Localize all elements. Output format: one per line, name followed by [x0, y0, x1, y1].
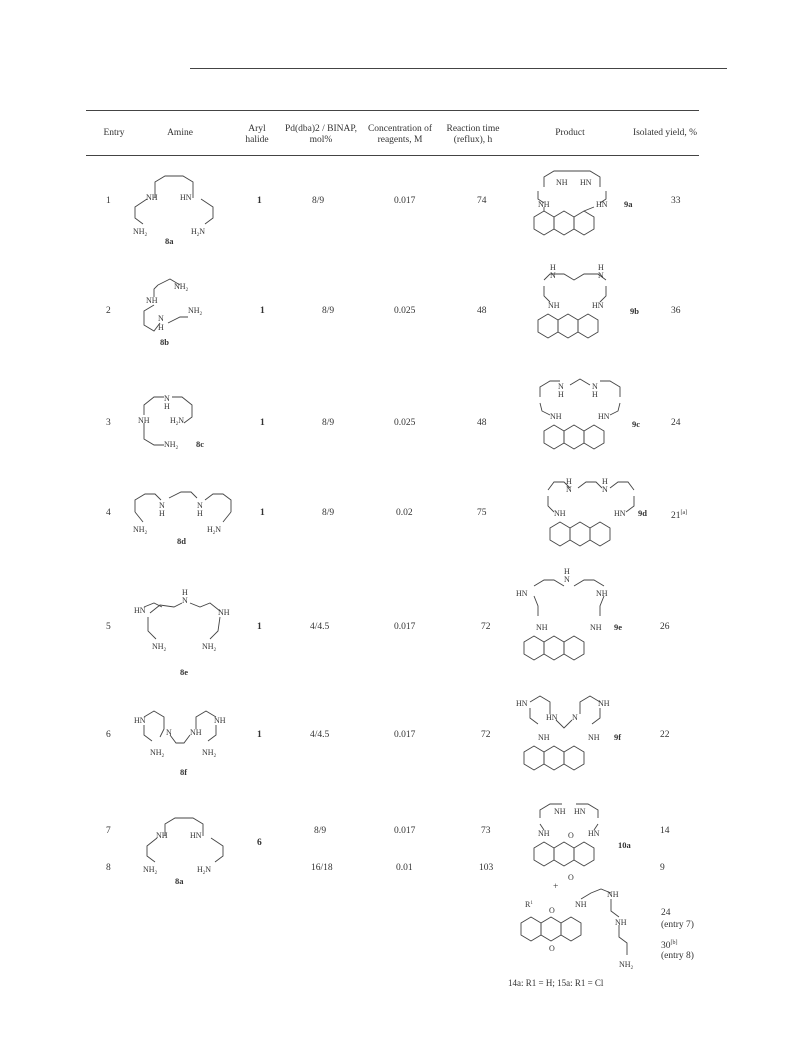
svg-text:H: H [564, 567, 570, 576]
row4-entry: 4 [106, 508, 111, 518]
header-concentration: Concentration of reagents, M [367, 124, 433, 145]
row8-entry: 8 [106, 863, 111, 873]
svg-text:N: N [558, 382, 564, 391]
amine-8d-label: 8d [177, 536, 186, 546]
amine-8e-structure [130, 588, 240, 680]
product-9d-label: 9d [638, 508, 647, 518]
row7-conc: 0.017 [394, 826, 416, 836]
row6-time: 72 [481, 730, 491, 740]
product-9e-structure [510, 568, 650, 668]
amine-8c-label: 8c [196, 439, 205, 449]
svg-text:H: H [598, 263, 604, 272]
row5-conc: 0.017 [394, 622, 416, 632]
row4-cat: 8/9 [322, 508, 335, 518]
row4-conc: 0.02 [396, 508, 413, 518]
svg-text:NH2: $NH_2$ [150, 748, 165, 759]
top-rule [190, 68, 727, 69]
svg-text:NH: NH [554, 509, 566, 518]
svg-text:H2N: $H_2N$ [191, 227, 206, 238]
svg-text:HN: HN [588, 829, 600, 838]
row2-conc: 0.025 [394, 306, 416, 316]
amine-8c-structure [130, 385, 220, 455]
svg-text:H: H [182, 588, 188, 597]
svg-text:HN: HN [598, 412, 610, 421]
row2-cat: 8/9 [322, 306, 335, 316]
row3-entry: 3 [106, 418, 111, 428]
row2-yield: 36 [671, 306, 681, 316]
row1-halide: 1 [257, 196, 262, 206]
amine-8a-label: 8a [165, 236, 174, 246]
svg-text:NH: NH [550, 412, 562, 421]
svg-text:NH2: $NH_2$ [143, 865, 158, 876]
row7-time: 73 [481, 826, 491, 836]
row6-cat: 4/4.5 [310, 730, 330, 740]
row5-cat: 4/4.5 [310, 622, 330, 632]
row2-entry: 2 [106, 306, 111, 316]
svg-text:H: H [164, 402, 170, 411]
svg-text:H: H [550, 263, 556, 272]
svg-text:R1: $R^1$ [525, 900, 533, 909]
svg-text:NH: NH [146, 193, 158, 202]
row2-time: 48 [477, 306, 487, 316]
svg-text:NH2: $NH_2$ [174, 282, 189, 293]
row3-conc: 0.025 [394, 418, 416, 428]
svg-text:NH2: $NH_2$ [133, 227, 148, 238]
svg-text:N: N [566, 485, 572, 494]
product-10a-label: 10a [618, 840, 631, 850]
svg-text:NH: NH [538, 200, 550, 209]
svg-text:N: N [164, 394, 170, 403]
svg-text:N: N [159, 501, 165, 510]
row1-yield: 33 [671, 196, 681, 206]
svg-text:H: H [158, 323, 164, 332]
header-amine: Amine [167, 128, 193, 138]
row7-halide: 6 [257, 838, 262, 848]
row6-yield: 22 [660, 730, 670, 740]
row5-halide: 1 [257, 622, 262, 632]
yield-15a-note-sup: [b] [670, 940, 678, 946]
svg-text:NH2: $NH_2$ [202, 642, 217, 653]
svg-text:NH: NH [138, 416, 150, 425]
row8-yield: 9 [660, 863, 665, 873]
header-bottom-rule [86, 155, 699, 156]
row3-time: 48 [477, 418, 487, 428]
svg-text:H: H [159, 509, 165, 518]
svg-text:NH: NH [556, 178, 568, 187]
product-9a-label: 9a [624, 199, 633, 209]
row3-cat: 8/9 [322, 418, 335, 428]
amine-8f-structure [130, 705, 240, 780]
svg-text:NH2: $NH_2$ [619, 960, 634, 971]
svg-text:HN: HN [134, 606, 146, 615]
svg-text:N: N [158, 314, 164, 323]
svg-text:N: N [572, 713, 578, 722]
product-9a-structure [520, 165, 650, 245]
product-14-15-label: 14a: R1 = H; 15a: R1 = Cl [508, 978, 604, 988]
svg-text:HN: HN [134, 716, 146, 725]
svg-text:NH: NH [615, 918, 627, 927]
amine-8a-row8-label: 8a [175, 876, 184, 886]
row6-entry: 6 [106, 730, 111, 740]
svg-text:HN: HN [180, 193, 192, 202]
amine-8b-structure [130, 275, 220, 350]
svg-text:HN: HN [546, 713, 558, 722]
svg-text:HN: HN [596, 200, 608, 209]
product-9c-label: 9c [632, 419, 641, 429]
header-entry: Entry [103, 128, 125, 138]
svg-text:N: N [197, 501, 203, 510]
row1-conc: 0.017 [394, 196, 416, 206]
svg-text:N: N [564, 575, 570, 584]
amine-8e-label: 8e [180, 667, 189, 677]
amine-8d-structure [125, 482, 245, 547]
row6-halide: 1 [257, 730, 262, 740]
svg-text:H2N: $H_2N$ [207, 525, 222, 536]
svg-text:HN: HN [592, 301, 604, 310]
row7-cat: 8/9 [314, 826, 327, 836]
svg-text:NH: NH [538, 733, 550, 742]
header-catalyst: Pd(dba)2 / BINAP, mol% [284, 124, 358, 145]
row8-cat: 16/18 [311, 863, 333, 873]
row4-time: 75 [477, 508, 487, 518]
svg-text:HN: HN [190, 831, 202, 840]
svg-text:NH: NH [607, 890, 619, 899]
svg-text:NH: NH [588, 733, 600, 742]
svg-text:N: N [602, 485, 608, 494]
yield-14a: 24 [661, 908, 671, 918]
row7-yield: 14 [660, 826, 670, 836]
header-time: Reaction time (reflux), h [446, 124, 500, 145]
yield-14a-note: (entry 7) [661, 920, 694, 930]
svg-text:HN: HN [516, 589, 528, 598]
svg-text:H2N: $H_2N$ [197, 865, 212, 876]
svg-text:HN: HN [614, 509, 626, 518]
row1-cat: 8/9 [312, 196, 325, 206]
row6-conc: 0.017 [394, 730, 416, 740]
product-10a-structure [520, 800, 650, 885]
svg-text:NH2: $NH_2$ [133, 525, 148, 536]
svg-text:NH: NH [538, 829, 550, 838]
row3-yield: 24 [671, 418, 681, 428]
header-top-rule [86, 110, 699, 111]
svg-text:H: H [592, 390, 598, 399]
svg-text:H: H [566, 477, 572, 486]
header-product: Product [555, 128, 585, 138]
amine-8b-label: 8b [160, 337, 169, 347]
product-9e-label: 9e [614, 622, 623, 632]
product-14a-15a-structure [515, 885, 655, 975]
svg-text:H2N: $H_2N$ [170, 416, 185, 427]
svg-text:O: O [549, 906, 555, 915]
yield-15a-note: (entry 8) [661, 951, 694, 961]
amine-8f-label: 8f [180, 767, 188, 777]
svg-text:O: O [568, 873, 574, 882]
svg-text:NH: NH [214, 716, 226, 725]
svg-text:N: N [166, 728, 172, 737]
svg-text:NH2: $NH_2$ [164, 440, 179, 451]
svg-text:NH: NH [575, 900, 587, 909]
svg-text:NH2: $NH_2$ [188, 306, 203, 317]
row4-halide: 1 [260, 508, 265, 518]
svg-text:HN: HN [580, 178, 592, 187]
row4-yield-note: [a] [680, 510, 688, 516]
row2-halide: 1 [260, 306, 265, 316]
header-aryl-halide: Aryl halide [245, 124, 269, 145]
header-yield: Isolated yield, % [632, 128, 698, 138]
row4-yield [671, 508, 687, 522]
row3-halide: 1 [260, 418, 265, 428]
svg-text:H: H [197, 509, 203, 518]
svg-text:H: H [558, 390, 564, 399]
product-9b-label: 9b [630, 306, 639, 316]
svg-text:NH: NH [598, 699, 610, 708]
row5-time: 72 [481, 622, 491, 632]
svg-text:NH2: $NH_2$ [202, 748, 217, 759]
row7-entry: 7 [106, 826, 111, 836]
svg-text:NH: NH [554, 807, 566, 816]
row5-entry: 5 [106, 622, 111, 632]
svg-text:HN: HN [516, 699, 528, 708]
svg-text:N: N [598, 271, 604, 280]
svg-text:NH2: $NH_2$ [152, 642, 167, 653]
svg-text:N: N [550, 271, 556, 280]
product-9f-structure [510, 690, 650, 780]
plus-sign: + [553, 882, 559, 892]
svg-text:NH: NH [218, 608, 230, 617]
row8-time: 103 [479, 863, 494, 873]
product-9c-structure [520, 375, 660, 465]
svg-text:O: O [568, 831, 574, 840]
svg-text:HN: HN [574, 807, 586, 816]
row8-conc: 0.01 [396, 863, 413, 873]
row1-entry: 1 [106, 196, 111, 206]
svg-text:NH: NH [156, 831, 168, 840]
svg-text:NH: NH [548, 301, 560, 310]
amine-8a-row7-structure [135, 816, 245, 886]
product-9f-label: 9f [614, 732, 622, 742]
row4-yield-value: 21 [671, 511, 681, 522]
svg-text:N: N [592, 382, 598, 391]
product-9d-structure [530, 470, 660, 560]
row5-yield: 26 [660, 622, 670, 632]
amine-8a-structure [125, 172, 235, 247]
svg-text:NH: NH [146, 296, 158, 305]
yield-15a-value: 30 [661, 941, 671, 952]
row1-time: 74 [477, 196, 487, 206]
svg-text:H: H [602, 477, 608, 486]
svg-text:O: O [549, 944, 555, 953]
svg-text:N: N [182, 596, 188, 605]
svg-text:NH: NH [596, 589, 608, 598]
svg-text:NH: NH [190, 728, 202, 737]
product-9b-structure [520, 262, 660, 352]
svg-text:NH: NH [536, 623, 548, 632]
svg-text:NH: NH [590, 623, 602, 632]
